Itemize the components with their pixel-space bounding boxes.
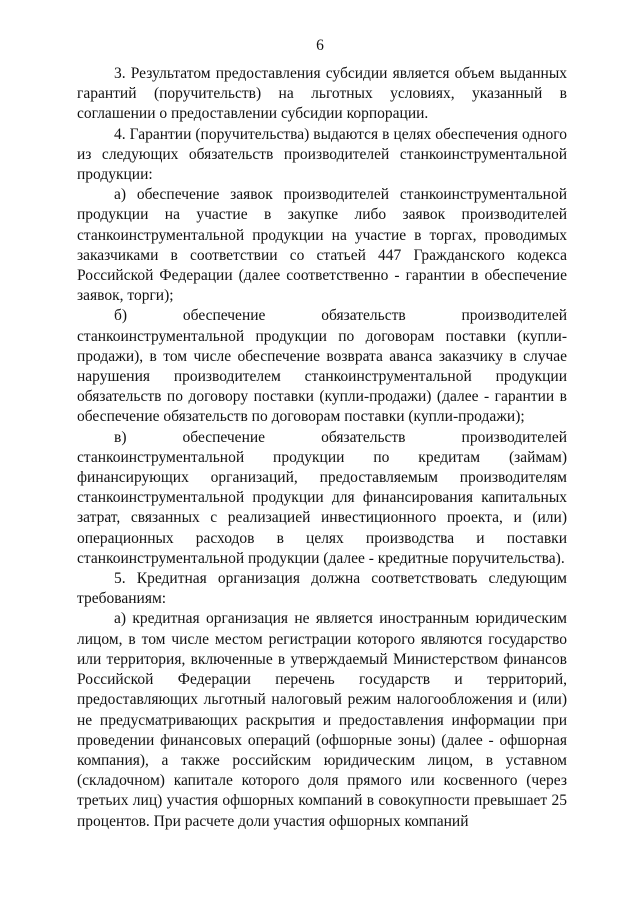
paragraph-5: 5. Кредитная организация должна соответствовать следующим требованиям:	[77, 570, 567, 608]
page-number: 6	[316, 37, 324, 54]
paragraph-4v: в) обеспечение обязательств производителей станкоинструментальной продукции по кредитам (займам) финансирующих организаций, предоставляемым производителям станкоинструментальной продукции для финансирования капитальных затрат, связанных с реализацией инвестиционного проекта, и (или) операционных расходов в целях производства и поставки станкоинструментальной продукции (далее - кредитные поручительства).	[77, 428, 567, 567]
paragraph-4: 4. Гарантии (поручительства) выдаются в целях обеспечения одного из следующих обязательств производителей станкоинструментальной продукции:	[77, 125, 567, 184]
paragraph-3: 3. Результатом предоставления субсидии является объем выданных гарантий (поручительств) на льготных условиях, указанный в соглашении о предоставлении субсидии корпорации.	[77, 65, 567, 123]
paragraph-4a: а) обеспечение заявок производителей станкоинструментальной продукции на участие в закупке либо заявок производителей станкоинструментальной продукции на участие в торгах, проводимых заказчиками в соответствии со статьей 447 Гражданского кодекса Российской Федерации (далее соответственно - гарантии в обеспечение заявок, торги);	[77, 186, 567, 305]
document-body	[77, 64, 567, 832]
paragraph-4b: б) обеспечение обязательств производителей станкоинструментальной продукции по договорам поставки (купли-продажи), в том числе обеспечение возврата аванса заказчику в случае нарушения производителем станкоинструментальной продукции обязательств по договору поставки (купли-продажи) (далее - гарантии в обеспечение обязательств по договорам поставки (купли-продажи);	[77, 307, 567, 426]
paragraph-5a: а) кредитная организация не является иностранным юридическим лицом, в том числе местом регистрации которого являются государство или территория, включенные в утверждаемый Министерством финансов Российской Федерации перечень государств и территорий, предоставляющих льготный налоговый режим налогообложения и (или) не предусматривающих раскрытия и предоставления информации при проведении финансовых операций (офшорные зоны) (далее - офшорная компания), а также российским юридическим лицом, в уставном (складочном) капитале которого доля прямого или косвенного (через третьих лиц) участия офшорных компаний в совокупности превышает 25 процентов. При расчете доли участия офшорных компаний	[77, 610, 567, 830]
